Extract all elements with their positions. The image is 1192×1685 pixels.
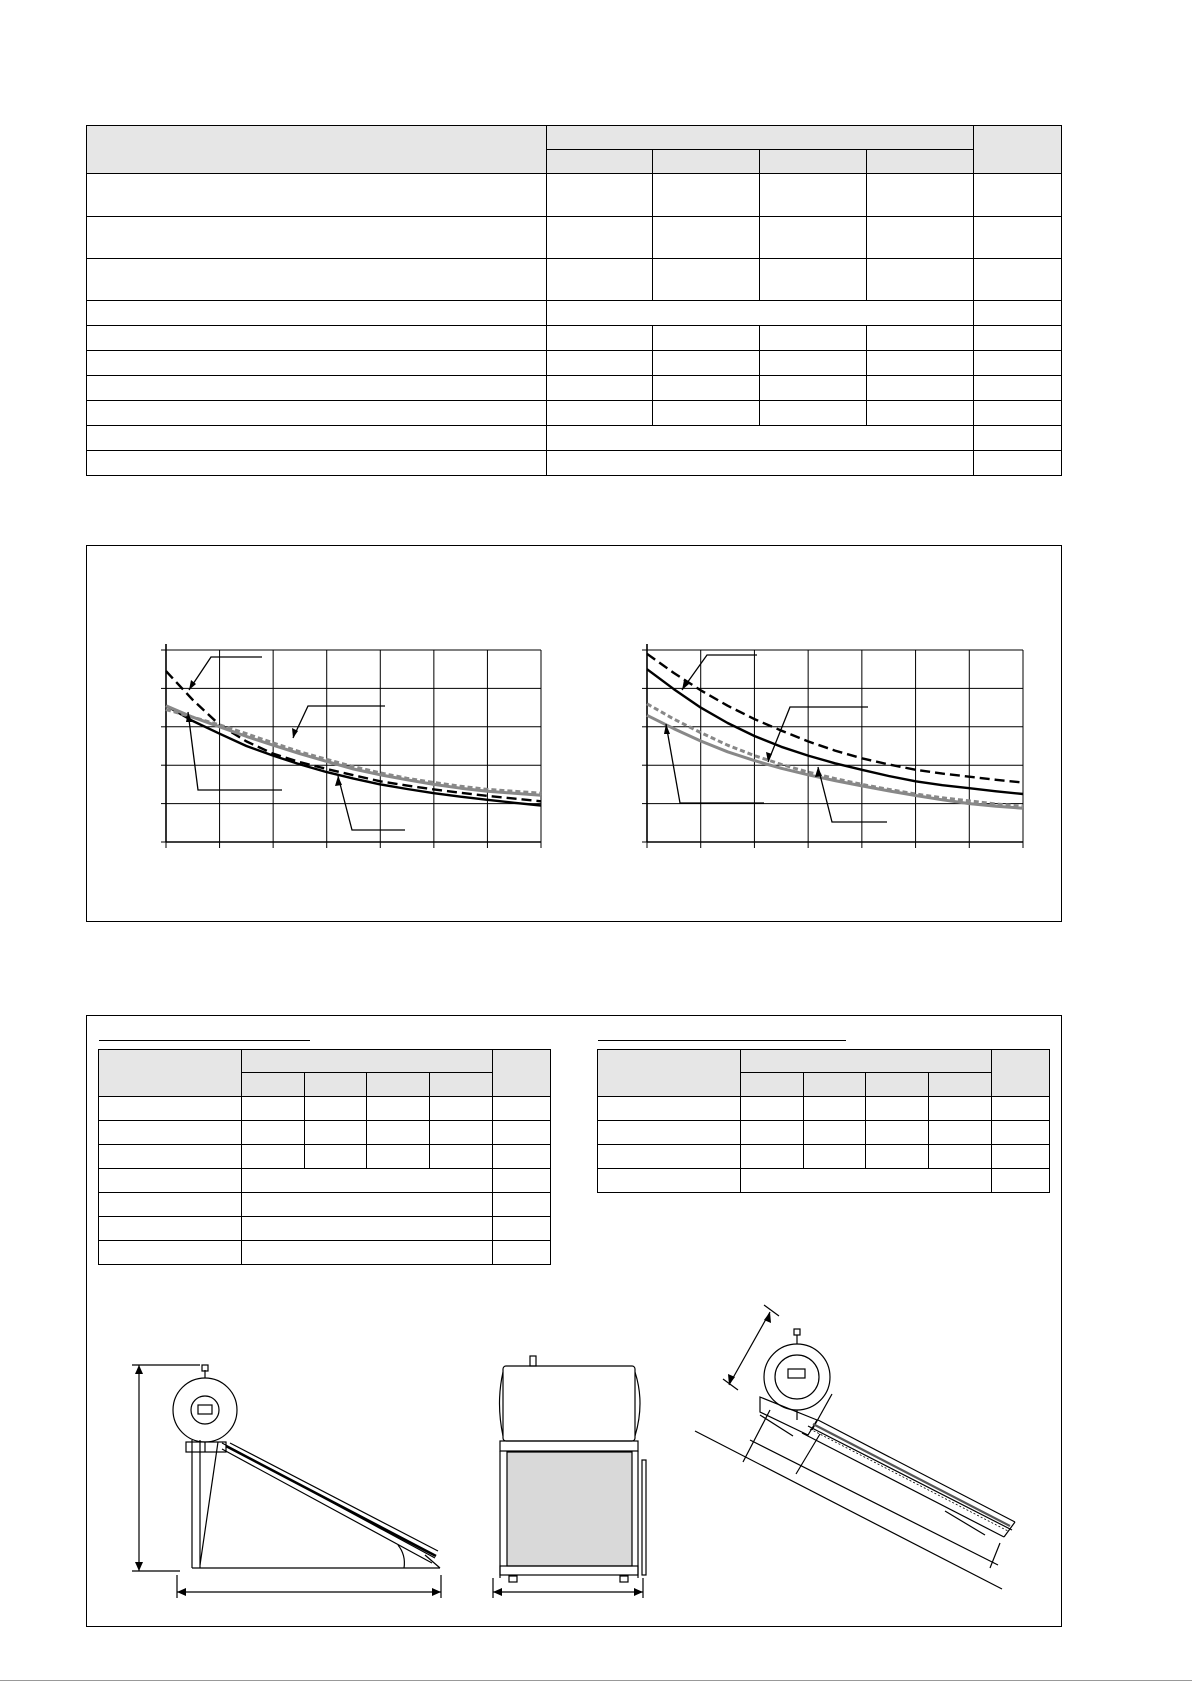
- page-footer-rule: [0, 1680, 1192, 1681]
